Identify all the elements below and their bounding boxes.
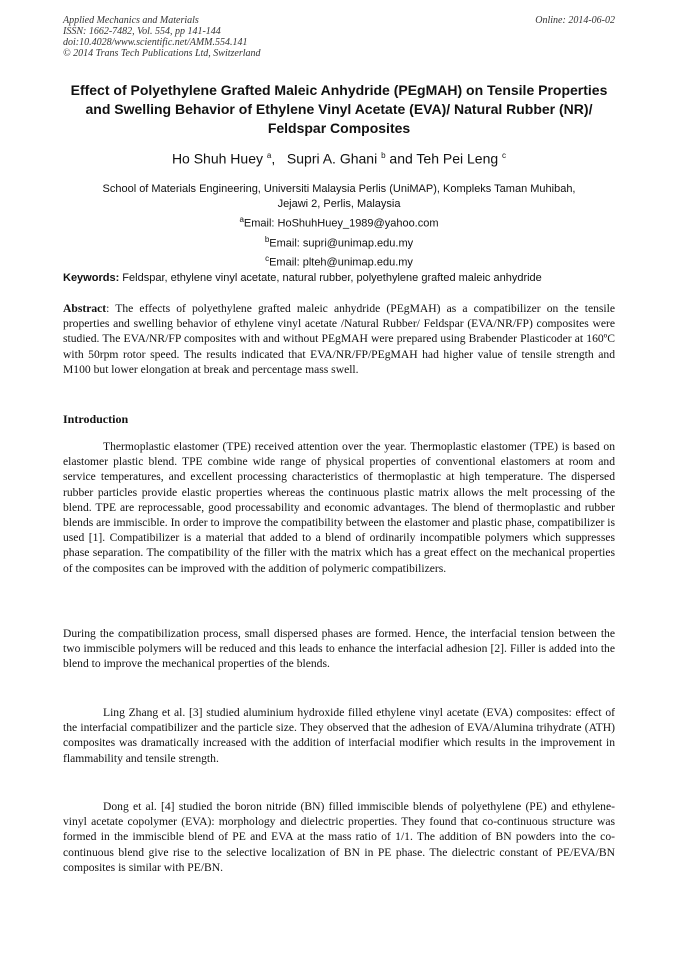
author-sup: b: [381, 151, 386, 160]
email-sup: b: [264, 234, 270, 244]
journal-issn: ISSN: 1662-7482, Vol. 554, pp 141-144: [63, 26, 221, 37]
journal-doi[interactable]: doi:10.4028/www.scientific.net/AMM.554.141: [63, 37, 248, 48]
journal-header: [63, 15, 261, 59]
email-line: [63, 251, 615, 271]
author-name: Supri A. Ghani: [286, 150, 378, 167]
author-separator: and: [385, 150, 417, 167]
journal-name: Applied Mechanics and Materials: [63, 15, 199, 26]
email-text[interactable]: Email: supri@unimap.edu.my: [269, 237, 414, 250]
author-sup: a: [266, 151, 272, 160]
affiliation-line: School of Materials Engineering, Universiti Malaysia Perlis (UniMAP), Kompleks Taman Muhibah,: [102, 183, 576, 195]
email-sup: c: [265, 254, 270, 264]
email-sup: a: [239, 215, 244, 224]
email-line: [63, 212, 615, 232]
abstract: [63, 301, 615, 377]
author-separator: ,: [271, 150, 287, 167]
email-text[interactable]: Email: HoShuhHuey_1989@yahoo.com: [243, 217, 439, 230]
journal-copyright: © 2014 Trans Tech Publications Ltd, Switzerland: [63, 48, 261, 59]
keywords-text: Feldspar, ethylene vinyl acetate, natural rubber, polyethylene grafted maleic anhydride: [119, 272, 542, 284]
author-list: [63, 147, 615, 168]
affiliation-line: Jejawi 2, Perlis, Malaysia: [277, 198, 401, 210]
paragraph: Ling Zhang et al. [3] studied aluminium hydroxide filled ethylene vinyl acetate (EVA) composites: effect of the interfacial compatibilizer and the particle size. They observed that the adhesion of EVA/Alumina trihydrate (ATH) composites was dramatically increased with the addition of interfacial modifier which results in the improvement in flammability and tensile strength.: [63, 706, 615, 765]
affiliation-block: [63, 182, 615, 271]
paragraph: Thermoplastic elastomer (TPE) received attention over the year. Thermoplastic elastomer (TPE) is based on elastomer plastic blend. TPE combine wide range of physical properties of conventional elastomers at room and service temperatures, and excellent processing characteristics of thermoplastic at high temperature. The dispersed rubber particles provide elastic properties whereas the continuous plastic matrix allows the melt processing of the blend. TPE are reprocessable, good processability and economic advantages. The blend of thermoplastic and rubber blends are immiscible. In order to improve the compatibility between the elastomer and plastic phase, compatibilizer is used [1]. Compatibilizer is a material that added to a blend of ordinarily incompatible polymers which suppresses phase separation. The compatibility of the filler with the matrix which has a great effect on the mechanical properties of the composites can be improved with the addition of polymeric compatibilizers.: [63, 440, 615, 575]
email-text[interactable]: Email: plteh@unimap.edu.my: [269, 256, 413, 269]
section-heading: Introduction: [63, 412, 129, 426]
online-date: Online: 2014-06-02: [535, 15, 615, 26]
author-name: Ho Shuh Huey: [171, 150, 263, 167]
paper-title: Effect of Polyethylene Grafted Maleic Anhydride (PEgMAH) on Tensile Properties and Swelling Behavior of Ethylene Vinyl Acetate (EVA)/ Natural Rubber (NR)/ Feldspar Composites: [70, 82, 608, 136]
paragraph: Dong et al. [4] studied the boron nitride (BN) filled immiscible blends of polyethylene (PE) and ethylene-vinyl acetate copolymer (EVA): morphology and dielectric properties. They found that co-continuous structure was formed in the immiscible blend of PE and EVA at the mass ratio of 1/1. The addition of BN powders into the co-continuous blend give rise to the selective localization of BN in PE phase. The dielectric constant of PE/EVA/BN composites is similar with PE/BN.: [63, 800, 615, 874]
author-sup: c: [502, 151, 507, 160]
abstract-label: Abstract: [63, 302, 107, 315]
author-name: Teh Pei Leng: [416, 150, 499, 167]
email-line: [63, 232, 615, 252]
paragraph: During the compatibilization process, small dispersed phases are formed. Hence, the interfacial tension between the two immiscible polymers will be reduced and this leads to enhance the interfacial adhesion [2]. Filler is added into the blend to improve the mechanical properties of the blends.: [63, 627, 615, 671]
keywords-label: Keywords:: [63, 272, 120, 284]
keywords: [63, 271, 615, 285]
abstract-text: : The effects of polyethylene grafted maleic anhydride (PEgMAH) as a compatibilizer on the tensile properties and swelling behavior of ethylene vinyl acetate /Natural Rubber/ Feldspar (EVA/NR/FP) composites were studied. The EVA/NR/FP composites with and without PEgMAH were prepared using Brabender Plasticoder at 160ºC with 50rpm rotor speed. The results indicated that EVA/NR/FP/PEgMAH had higher value of tensile strength and M100 but lower elongation at break and percentage mass swell.: [63, 302, 615, 376]
